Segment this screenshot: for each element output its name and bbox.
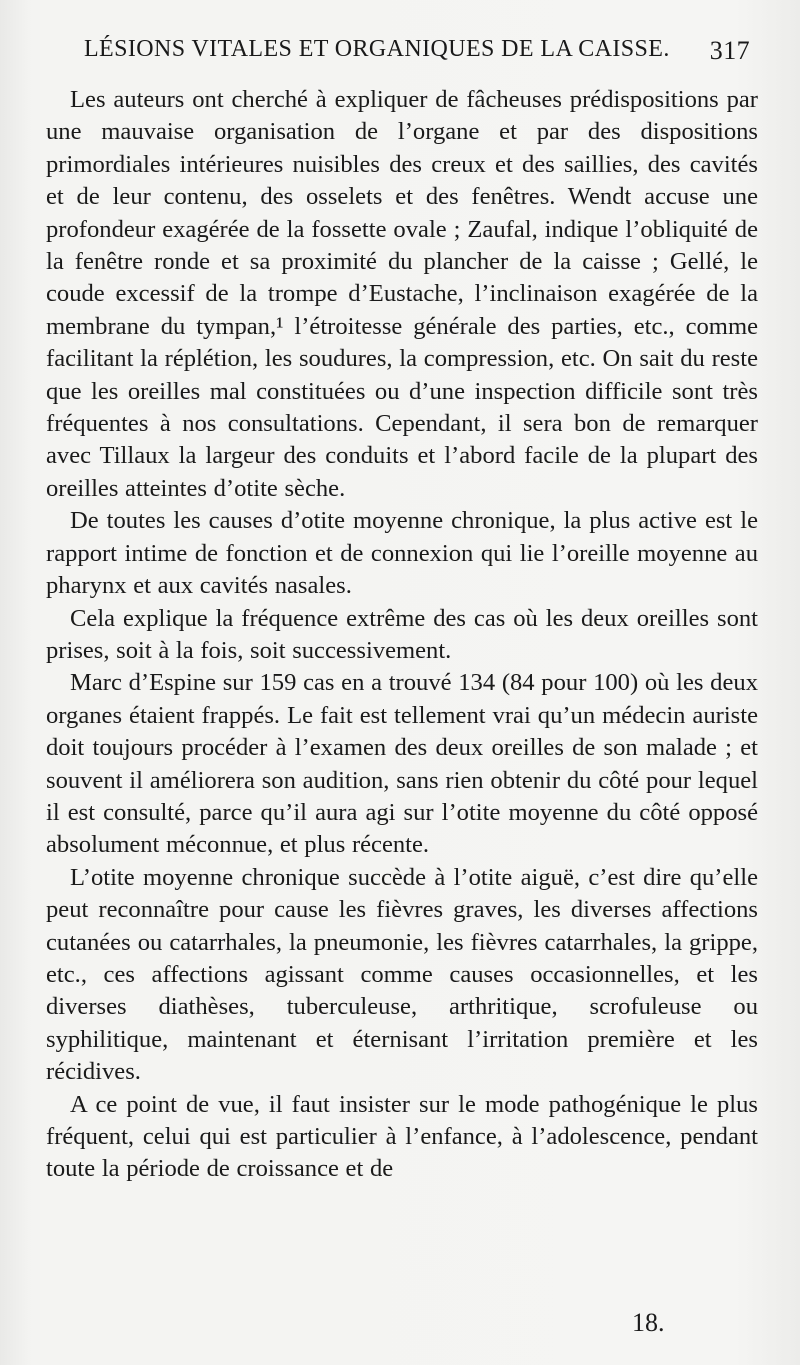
- running-head: [84, 36, 750, 72]
- paragraph: Les auteurs ont cherché à expliquer de fâcheuses prédispositions par une mauvaise organisation de l’organe et par des dispositions primordiales intérieures nuisibles des creux et des saillies, des cavités et de leur contenu, des osselets et des fenêtres. Wendt accuse une profondeur exagérée de la fossette ovale ; Zaufal, indique l’obliquité de la fenêtre ronde et sa proximité du plancher de la caisse ; Gellé, le coude excessif de la trompe d’Eustache, l’inclinaison exagérée de la membrane du tympan,¹ l’étroitesse générale des parties, etc., comme facilitant la réplétion, les soudures, la compression, etc. On sait du reste que les oreilles mal constituées ou d’une inspection difficile sont très fréquentes à nos consultations. Cependant, il sera bon de remarquer avec Tillaux la largeur des conduits et l’abord facile de la plupart des oreilles atteintes d’otite sèche.: [46, 86, 758, 502]
- paragraph: Cela explique la fréquence extrême des cas où les deux oreilles sont prises, soit à la fois, soit successivement.: [46, 604, 758, 664]
- paragraph: A ce point de vue, il faut insister sur le mode pathogénique le plus fréquent, celui qui est particulier à l’enfance, à l’adolescence, pendant toute la période de croissance et de: [46, 1090, 758, 1183]
- paragraph: De toutes les causes d’otite moyenne chronique, la plus active est le rapport intime de fonction et de connexion qui lie l’oreille moyenne au pharynx et aux cavités nasales.: [46, 507, 758, 600]
- paragraph: L’otite moyenne chronique succède à l’otite aiguë, c’est dire qu’elle peut reconnaître pour cause les fièvres graves, les diverses affections cutanées ou catarrhales, la pneumonie, les fièvres catarrhales, la grippe, etc., ces affections agissant comme causes occasionnelles, et les diverses diathèses, tuberculeuse, arthritique, scrofuleuse ou syphilitique, maintenant et éternisant l’irritation première et les récidives.: [46, 863, 758, 1086]
- paragraph: Marc d’Espine sur 159 cas en a trouvé 134 (84 pour 100) où les deux organes étaient frappés. Le fait est tellement vrai qu’un médecin auriste doit toujours procéder à l’examen des deux oreilles de son malade ; et souvent il améliorera son audition, sans rien obtenir du côté pour lequel il est consulté, parce qu’il aura agi sur l’otite moyenne du côté opposé absolument méconnue, et plus récente.: [46, 669, 758, 859]
- signature-mark: 18.: [632, 1308, 665, 1337]
- running-title: LÉSIONS VITALES ET ORGANIQUES DE LA CAISSE.: [84, 36, 670, 62]
- page-number: 317: [709, 36, 750, 65]
- text-body: [46, 84, 758, 1186]
